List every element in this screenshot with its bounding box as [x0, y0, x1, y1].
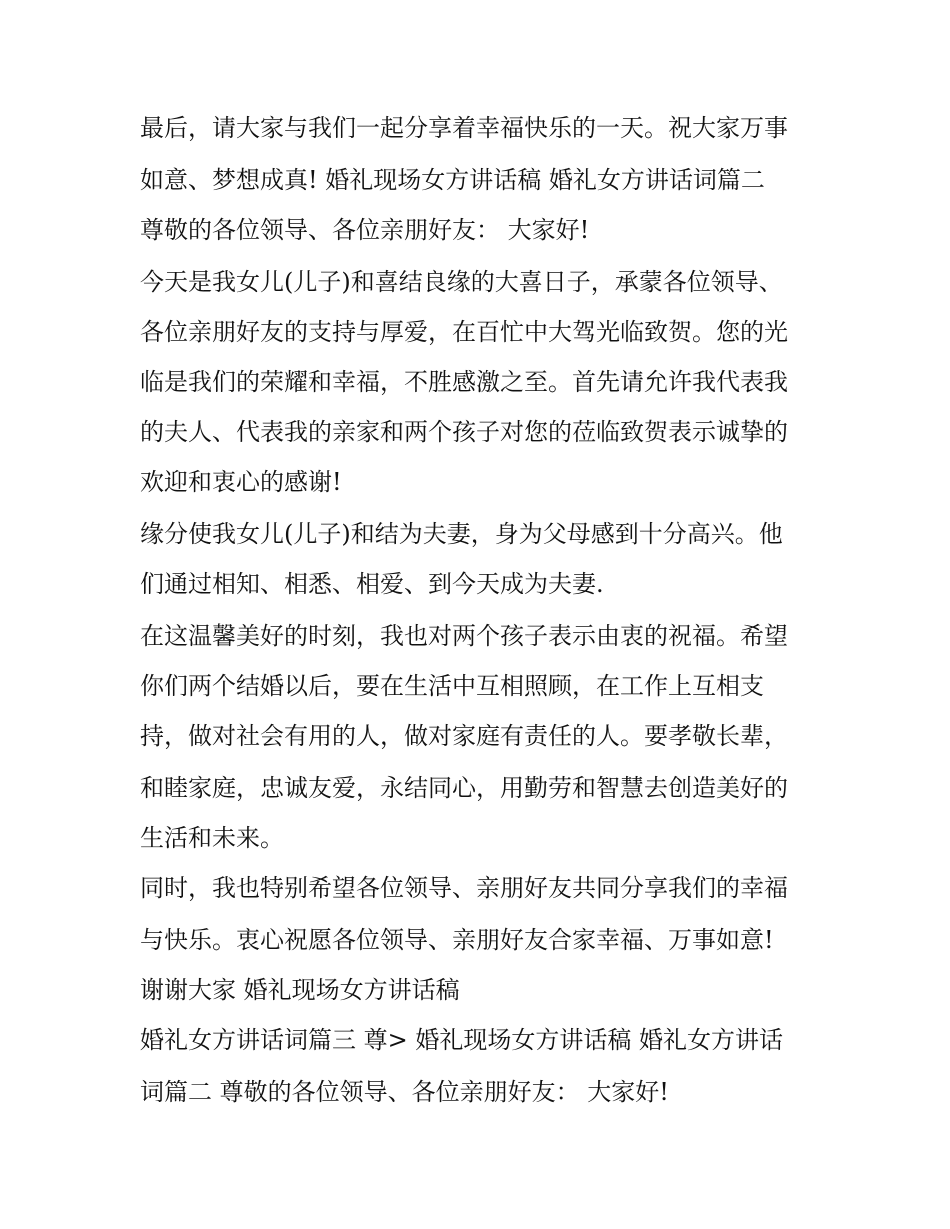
- text-line: 各位亲朋好友的支持与厚爱，在百忙中大驾光临致贺。您的光: [140, 318, 788, 346]
- text-line: 欢迎和衷心的感谢!: [140, 468, 342, 496]
- text-line: 在这温馨美好的时刻，我也对两个孩子表示由衷的祝福。希望: [140, 622, 788, 650]
- text-line: 你们两个结婚以后，要在生活中互相照顾，在工作上互相支: [140, 672, 764, 700]
- text-line: 同时，我也特别希望各位领导、亲朋好友共同分享我们的幸福: [140, 874, 788, 902]
- text-line: 生活和未来。: [140, 824, 284, 852]
- text-line: 缘分使我女儿(儿子)和结为夫妻，身为父母感到十分高兴。他: [140, 520, 783, 548]
- text-line: 今天是我女儿(儿子)和喜结良缘的大喜日子，承蒙各位领导、: [140, 268, 783, 296]
- text-line: 们通过相知、相悉、相爱、到今天成为夫妻.: [140, 570, 604, 598]
- text-line: 婚礼女方讲话词篇三 尊> 婚礼现场女方讲话稿 婚礼女方讲话: [140, 1026, 783, 1054]
- text-line: 如意、梦想成真! 婚礼现场女方讲话稿 婚礼女方讲话词篇二: [140, 166, 765, 194]
- text-line: 最后，请大家与我们一起分享着幸福快乐的一天。祝大家万事: [140, 114, 788, 142]
- text-line: 临是我们的荣耀和幸福，不胜感激之至。首先请允许我代表我: [140, 368, 788, 396]
- text-line: 尊敬的各位领导、各位亲朋好友： 大家好!: [140, 216, 590, 244]
- text-line: 词篇二 尊敬的各位领导、各位亲朋好友： 大家好!: [140, 1078, 669, 1106]
- text-line: 与快乐。衷心祝愿各位领导、亲朋好友合家幸福、万事如意!: [140, 926, 774, 954]
- text-line: 持，做对社会有用的人，做对家庭有责任的人。要孝敬长辈，: [140, 722, 788, 750]
- text-line: 的夫人、代表我的亲家和两个孩子对您的莅临致贺表示诚挚的: [140, 418, 788, 446]
- text-line: 和睦家庭，忠诚友爱，永结同心，用勤劳和智慧去创造美好的: [140, 774, 788, 802]
- text-line: 谢谢大家 婚礼现场女方讲话稿: [140, 976, 460, 1004]
